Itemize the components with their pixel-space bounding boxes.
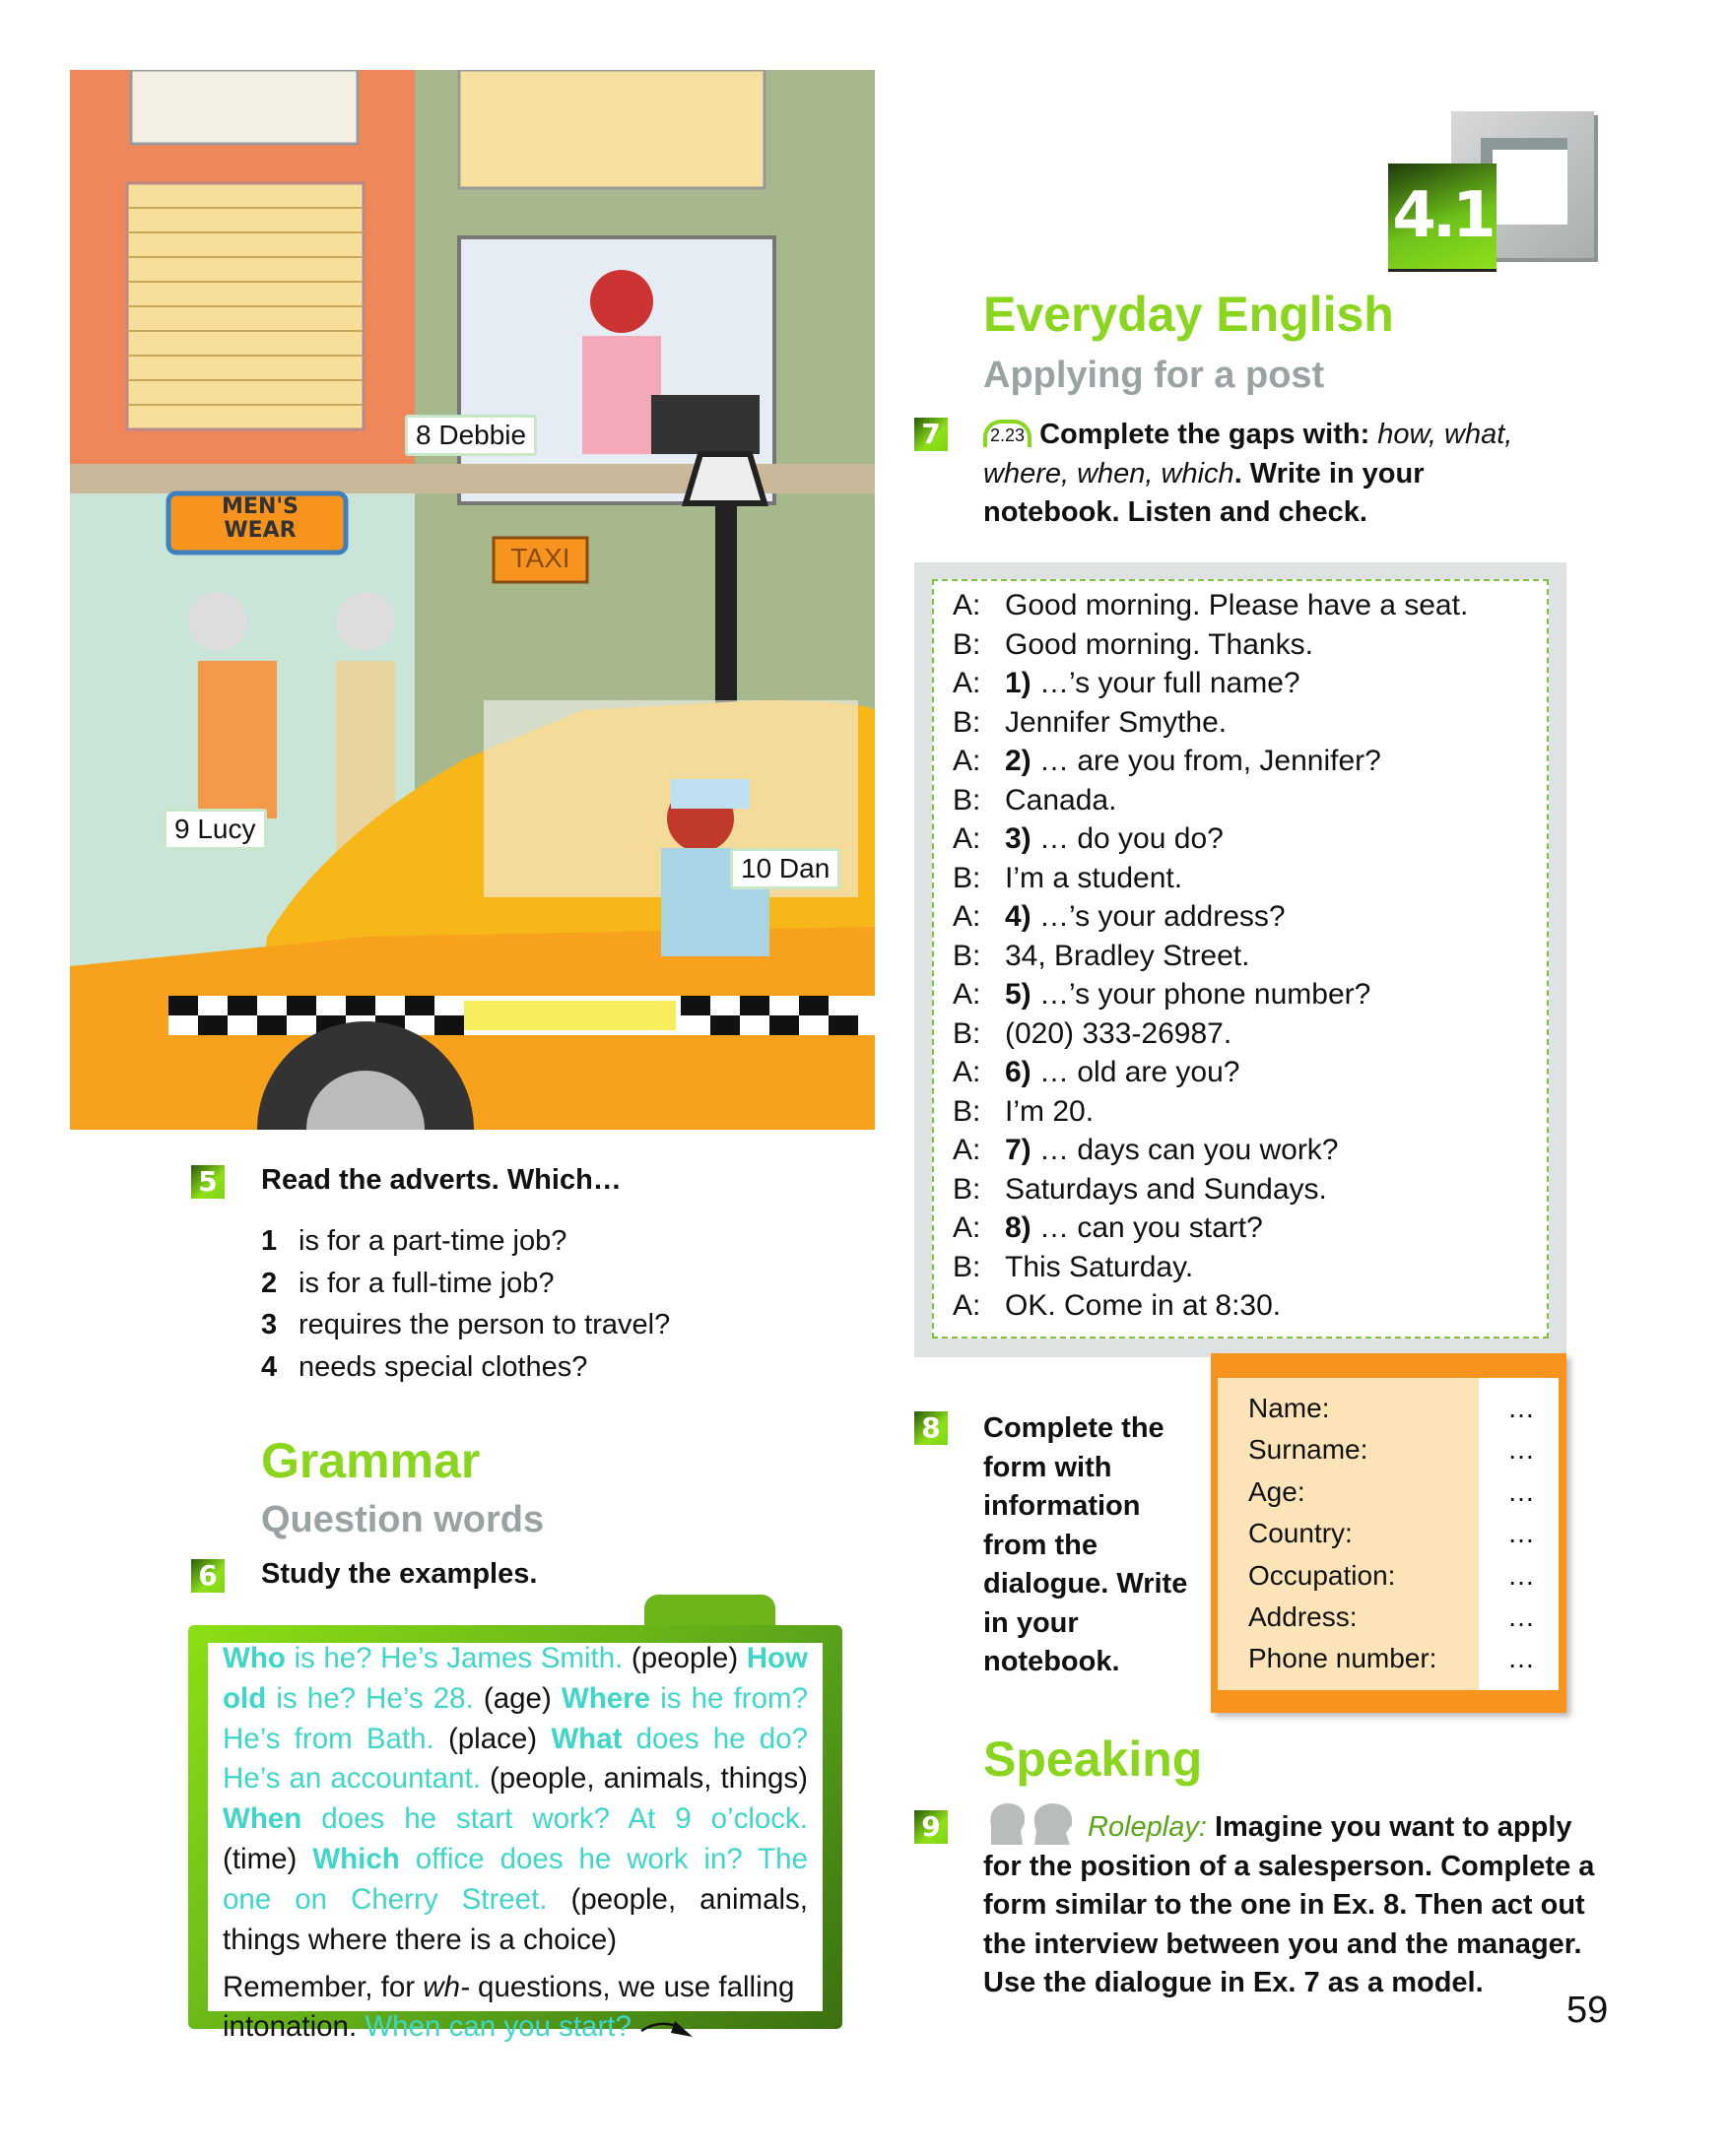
dialogue-line <box>953 628 1313 662</box>
speaker: B: <box>953 627 981 661</box>
dialogue-line <box>953 1251 1193 1284</box>
item-text: needs special clothes? <box>299 1350 588 1383</box>
form-label: Name: <box>1248 1393 1330 1423</box>
exercise-5-badge: 5 <box>191 1165 225 1199</box>
item-text: is for a part-time job? <box>299 1225 567 1257</box>
grammar-title: Grammar <box>261 1433 481 1488</box>
line-text: … old are you? <box>1031 1056 1240 1088</box>
form-value: … <box>1507 1393 1535 1423</box>
line-text: … are you from, Jennifer? <box>1031 745 1381 777</box>
line-text: Canada. <box>1005 783 1117 817</box>
speaking-title: Speaking <box>983 1731 1203 1787</box>
line-text: 34, Bradley Street. <box>1005 939 1250 972</box>
list-item <box>261 1225 566 1258</box>
falling-intonation-arrow-icon <box>639 2017 699 2041</box>
dialogue-line <box>953 1134 1339 1167</box>
form-value: … <box>1507 1643 1535 1674</box>
item-number: 2 <box>261 1267 278 1299</box>
gap-number: 5) <box>1005 978 1031 1011</box>
list-item <box>261 1268 555 1300</box>
exercise-7-badge: 7 <box>914 418 948 451</box>
list-item <box>261 1309 670 1341</box>
dialogue-line <box>953 784 1116 817</box>
audio-track-button[interactable]: 2.23 <box>983 420 1031 447</box>
dialogue-line <box>953 940 1249 973</box>
speaker: A: <box>953 978 981 1011</box>
dialogue-line <box>953 667 1300 700</box>
gap-number: 7) <box>1005 1134 1031 1166</box>
grammar-examples: Who is he? He’s James Smith. (people) How old is he? He’s 28. (age) Where is he from? He’s from Bath. (place) What does he do? He’s an accountant. (people, animals, things) When does he start work? At 9 o’clock. (time) Which office does he work in? The one on Cherry Street. (people, animals, things where there is a choice) Remember, for wh- questions, we use falling intonation. When can you start? <box>223 1639 808 2047</box>
line-text: OK. Come in at 8:30. <box>1005 1289 1282 1322</box>
line-text: …’s your phone number? <box>1031 978 1371 1011</box>
dialogue-line <box>953 1173 1327 1207</box>
label-dan: 10 Dan <box>730 848 840 889</box>
exercise-6-badge: 6 <box>191 1559 225 1593</box>
item-number: 1 <box>261 1225 278 1257</box>
line-text: Good morning. Thanks. <box>1005 627 1313 661</box>
form-value: … <box>1507 1601 1535 1632</box>
line-text: … can you start? <box>1031 1211 1263 1244</box>
speaker: B: <box>953 1172 981 1206</box>
gap-number: 6) <box>1005 1056 1031 1088</box>
exercise-6-instruction: Study the examples. <box>261 1558 538 1590</box>
line-text: I’m a student. <box>1005 861 1183 894</box>
gap-number: 8) <box>1005 1211 1031 1244</box>
speaker: B: <box>953 783 981 817</box>
speaker: A: <box>953 1134 981 1166</box>
speaker: B: <box>953 861 981 894</box>
speaker: A: <box>953 745 981 777</box>
gap-number: 1) <box>1005 667 1031 699</box>
page-number: 59 <box>1566 1990 1609 2031</box>
shop-sign: MEN'S WEAR <box>222 494 299 543</box>
speaker: B: <box>953 1094 981 1128</box>
line-text: …’s your address? <box>1031 900 1286 933</box>
item-text: requires the person to travel? <box>299 1309 671 1340</box>
section-number-badge: 4.1 <box>1388 163 1497 272</box>
speaker: A: <box>953 1289 981 1322</box>
form-value: … <box>1507 1559 1535 1591</box>
list-item <box>261 1351 587 1384</box>
item-number: 4 <box>261 1350 278 1383</box>
line-text: Good morning. Please have a seat. <box>1005 589 1469 621</box>
dialogue-line <box>953 822 1224 856</box>
form-value: … <box>1507 1434 1535 1466</box>
line-text: I’m 20. <box>1005 1094 1095 1128</box>
intonation-note: Remember, for wh- questions, we use falling intonation. When can you start? <box>223 1971 795 2044</box>
line-text: …’s your full name? <box>1031 667 1300 699</box>
line-text: This Saturday. <box>1005 1250 1194 1283</box>
exercise-8-badge: 8 <box>914 1411 948 1445</box>
dialogue-line <box>953 706 1227 740</box>
taxi-sign: TAXI <box>510 543 570 573</box>
speaker: B: <box>953 705 981 739</box>
speaker: A: <box>953 1211 981 1244</box>
speaker: B: <box>953 939 981 972</box>
form-value: … <box>1507 1475 1535 1507</box>
dialogue-line <box>953 1017 1231 1051</box>
dialogue-line <box>953 589 1468 622</box>
exercise-9-instruction: Roleplay: Imagine you want to apply for the position of a salesperson. Complete a form similar to the one in Ex. 8. Then act out the interview between you and the manager. Use the dialogue in Ex. 7 as a model. <box>983 1811 1595 1998</box>
form-label: Surname: <box>1248 1434 1368 1466</box>
dialogue-line <box>953 745 1381 778</box>
line-text: Jennifer Smythe. <box>1005 705 1228 739</box>
gap-number: 2) <box>1005 745 1031 777</box>
exercise-9-badge: 9 <box>914 1810 948 1844</box>
section-subtitle: Applying for a post <box>983 355 1325 396</box>
item-text: is for a full-time job? <box>299 1267 555 1299</box>
dialogue-line <box>953 862 1182 895</box>
exercise-8-instruction: Complete the form with information from the dialogue. Write in your notebook. <box>983 1412 1188 1677</box>
item-number: 3 <box>261 1309 278 1340</box>
speaker: A: <box>953 667 981 699</box>
exercise-7-instruction: 2.23 Complete the gaps with: how, what, where, when, which. Write in your notebook. Listen and check. <box>983 419 1513 528</box>
speaker: B: <box>953 1016 981 1050</box>
dialogue-line <box>953 900 1286 934</box>
grammar-subtitle: Question words <box>261 1499 545 1540</box>
label-lucy: 9 Lucy <box>164 809 267 850</box>
dialogue-line <box>953 1211 1263 1245</box>
dialogue-line <box>953 1056 1239 1089</box>
dialogue-line <box>953 1289 1281 1323</box>
form-label: Occupation: <box>1248 1559 1396 1591</box>
speaker: A: <box>953 589 981 621</box>
dialogue-line <box>953 1095 1094 1129</box>
line-text: … do you do? <box>1031 822 1224 855</box>
line-text: … days can you work? <box>1031 1134 1339 1166</box>
line-text: Saturdays and Sundays. <box>1005 1172 1327 1206</box>
street-scene-image <box>70 70 875 1130</box>
section-title: Everyday English <box>983 287 1394 342</box>
street-illustration <box>70 70 875 1130</box>
line-text: (020) 333-26987. <box>1005 1016 1232 1050</box>
label-debbie: 8 Debbie <box>405 415 537 456</box>
speaker: A: <box>953 1056 981 1088</box>
gap-number: 4) <box>1005 900 1031 933</box>
form-label: Phone number: <box>1248 1643 1437 1674</box>
speaker: A: <box>953 900 981 933</box>
speaker: A: <box>953 822 981 855</box>
speaker: B: <box>953 1250 981 1283</box>
checker-stripe <box>168 996 875 1035</box>
form-label: Address: <box>1248 1601 1358 1632</box>
exercise-5-instruction: Read the adverts. Which… <box>261 1164 622 1196</box>
form-value: … <box>1507 1518 1535 1549</box>
gap-number: 3) <box>1005 822 1031 855</box>
dialogue-line <box>953 978 1370 1012</box>
form-label: Country: <box>1248 1518 1353 1549</box>
form-label: Age: <box>1248 1475 1305 1507</box>
